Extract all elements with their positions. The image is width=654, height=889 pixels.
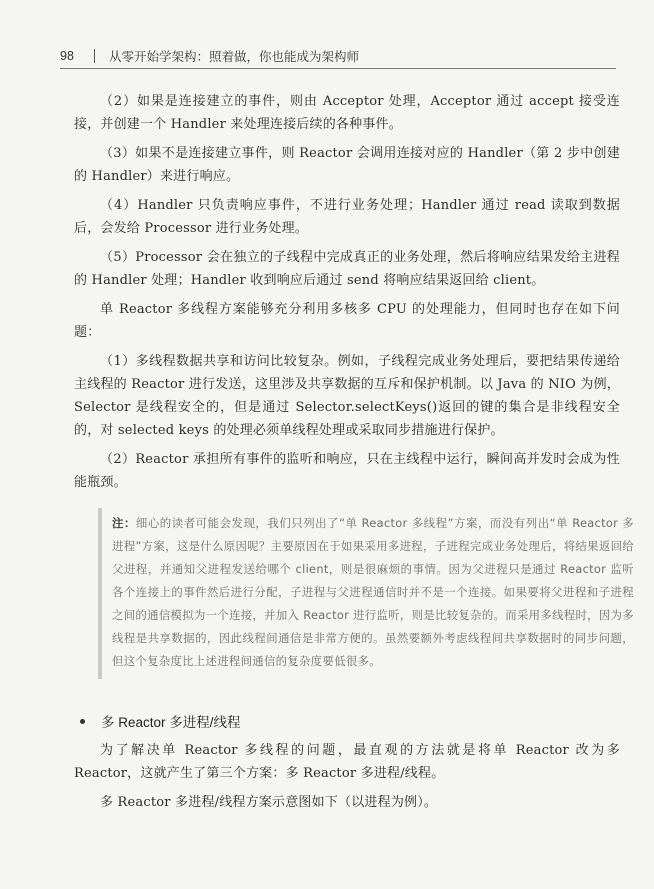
- page-body: [74, 90, 634, 820]
- note-label: 注：: [112, 516, 136, 530]
- paragraph: （3）如果不是连接建立事件，则 Reactor 会调用连接对应的 Handler（第 2 步中创建的 Handler）来进行响应。: [74, 146, 620, 184]
- running-header: [60, 46, 616, 66]
- header-separator: [94, 49, 95, 63]
- paragraph: （4）Handler 只负责响应事件，不进行业务处理；Handler 通过 read 读取到数据后，会发给 Processor 进行业务处理。: [74, 198, 620, 236]
- section-heading-text: 多 Reactor 多进程/线程: [101, 715, 241, 730]
- header-rule: [60, 68, 616, 69]
- paragraph: 多 Reactor 多进程/线程方案示意图如下（以进程为例）。: [100, 795, 438, 810]
- book-title: 从零开始学架构：照着做，你也能成为架构师: [109, 50, 360, 64]
- paragraph: （2）如果是连接建立的事件，则由 Acceptor 处理，Acceptor 通过 accept 接受连接，并创建一个 Handler 来处理连接后续的各种事件。: [74, 94, 620, 132]
- paragraph: 单 Reactor 多线程方案能够充分利用多核多 CPU 的处理能力，但同时也存在如下问题：: [74, 302, 620, 340]
- paragraph: 为了解决单 Reactor 多线程的问题，最直观的方法就是将单 Reactor 改为多 Reactor，这就产生了第三个方案：多 Reactor 多进程/线程。: [74, 743, 620, 781]
- bullet-icon: [80, 719, 85, 724]
- paragraph: （5）Processor 会在独立的子线程中完成真正的业务处理，然后将响应结果发给主进程的 Handler 处理；Handler 收到响应后通过 send 将响应结果返回给 client。: [74, 250, 620, 288]
- paragraph: （2）Reactor 承担所有事件的监听和响应，只在主线程中运行，瞬间高并发时会成为性能瓶颈。: [74, 452, 620, 490]
- page-number: 98: [60, 49, 74, 63]
- section-heading: [80, 711, 620, 731]
- paragraph: （1）多线程数据共享和访问比较复杂。例如，子线程完成业务处理后，要把结果传递给主线程的 Reactor 进行发送，这里涉及共享数据的互斥和保护机制。以 Java 的 NIO 为例，Selector 是线程安全的，但是通过 Selector.selectKeys()返回的键的集合是非线程安全的，对 selected keys 的处理必须单线程处理或采取同步措施进行保护。: [74, 354, 620, 438]
- note-text: 细心的读者可能会发现，我们只列出了“单 Reactor 多线程”方案，而没有列出“单 Reactor 多进程”方案，这是什么原因呢？主要原因在于如果采用多进程，子进程完成业务处理后，将结果返回给父进程，并通知父进程发送给哪个 client，则是很麻烦的事情。因为父进程只是通过 Reactor 监听各个连接上的事件然后进行分配，子进程与父进程通信时并不是一个连接。如果要将父进程和子进程之间的通信模拟为一个连接，并加入 Reactor 进行监听，则是比较复杂的。而采用多线程时，因为多线程是共享数据的，因此线程间通信是非常方便的。虽然要额外考虑线程间共享数据时的同步问题，但这个复杂度比上述进程间通信的复杂度要低很多。: [112, 516, 634, 668]
- note-box: [98, 508, 634, 679]
